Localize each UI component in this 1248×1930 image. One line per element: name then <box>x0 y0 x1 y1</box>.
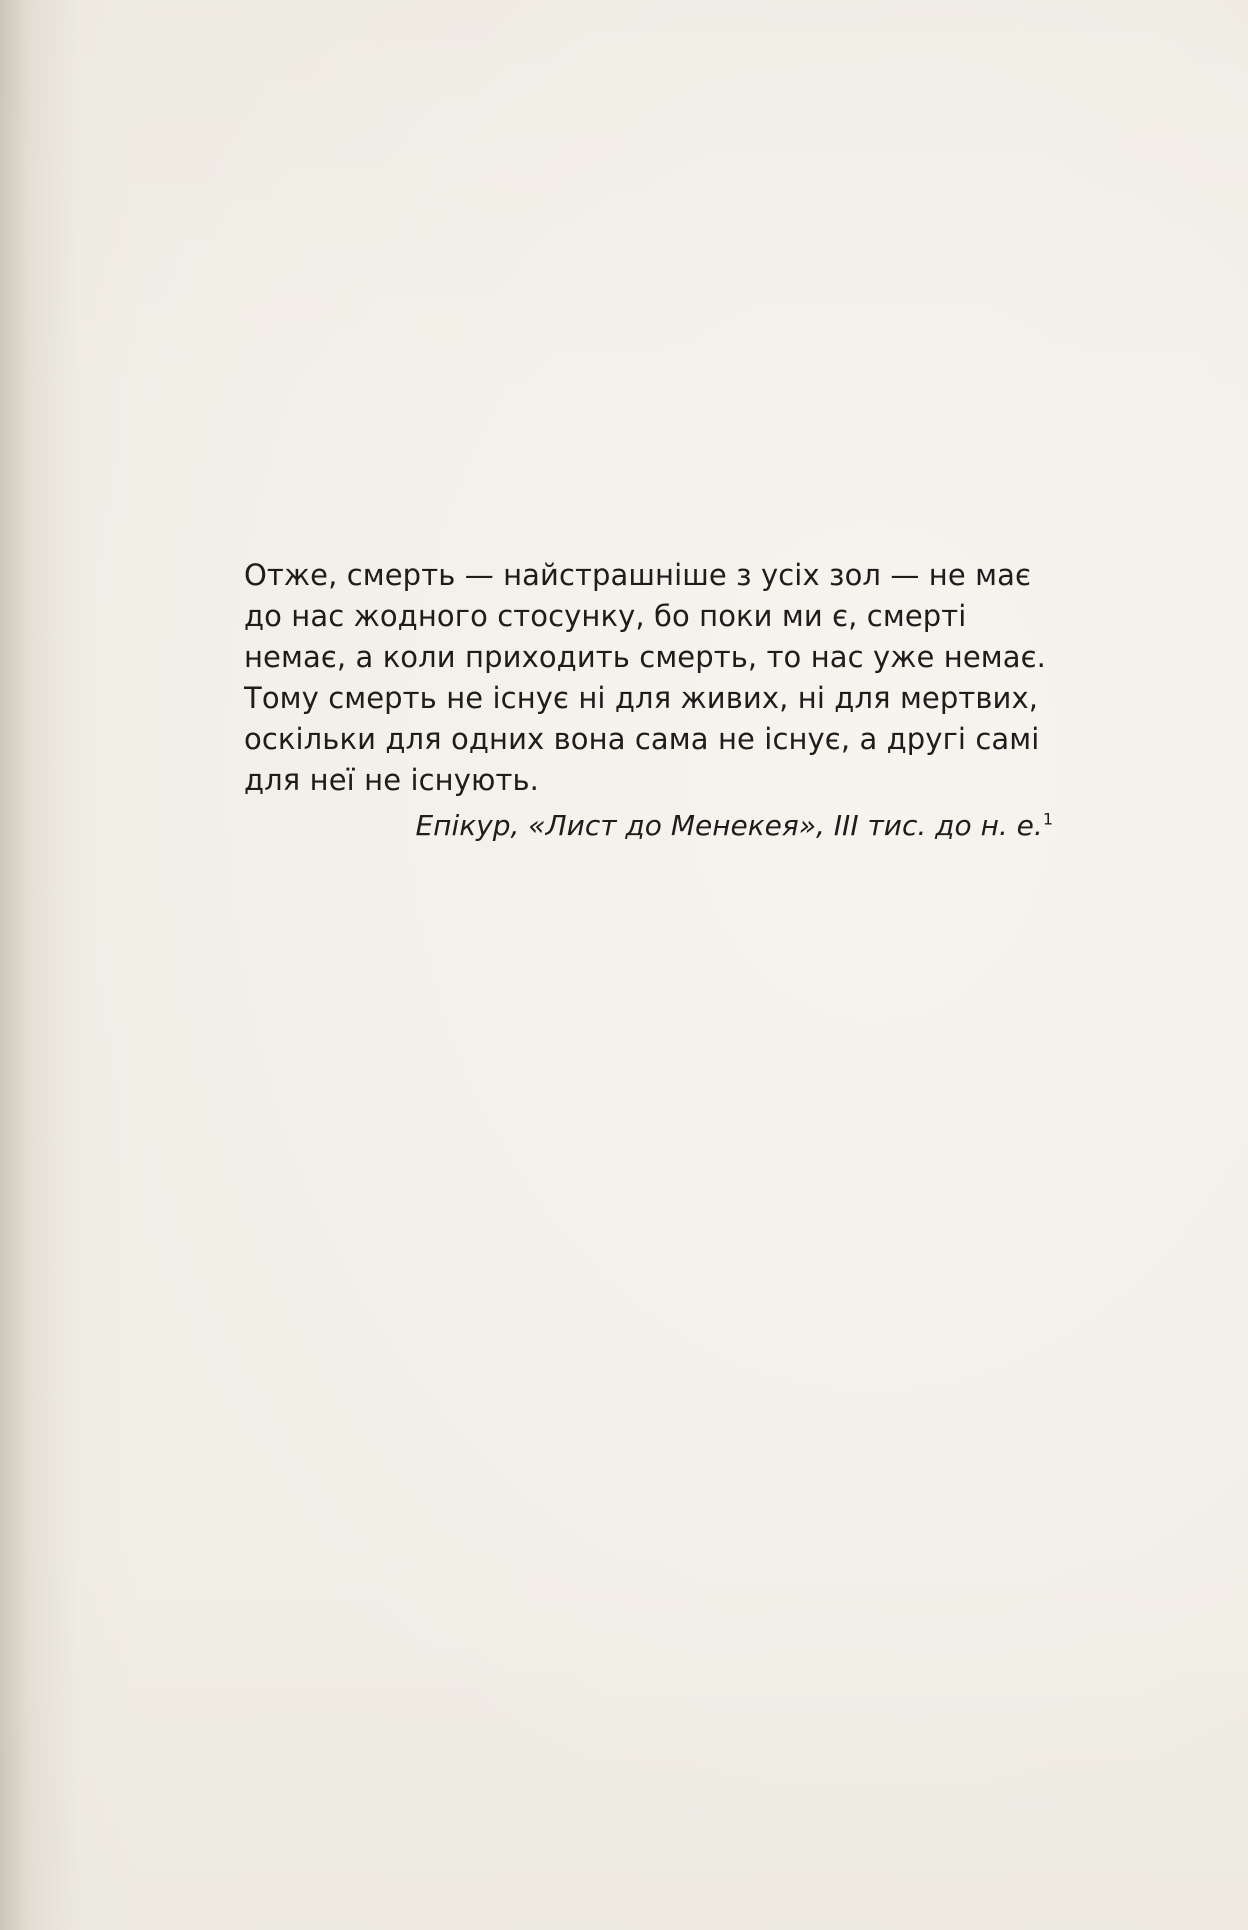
epigraph-line: для неї не існують. <box>244 763 539 797</box>
epigraph-line: до нас жодного стосунку, бо поки ми є, смерті <box>244 599 967 633</box>
epigraph <box>244 555 1059 846</box>
epigraph-attribution <box>244 805 1059 846</box>
epigraph-line: оскільки для одних вона сама не існує, а другі самі <box>244 722 1040 756</box>
attribution-text: Епікур, «Лист до Менекея», III тис. до н. е. <box>415 809 1043 842</box>
footnote-reference[interactable]: 1 <box>1042 809 1053 829</box>
epigraph-line: Тому смерть не існує ні для живих, ні для мертвих, <box>244 681 1039 715</box>
epigraph-line: Отже, смерть — найстрашніше з усіх зол — не має <box>244 558 1031 592</box>
epigraph-line: немає, а коли приходить смерть, то нас уже немає. <box>244 640 1046 674</box>
